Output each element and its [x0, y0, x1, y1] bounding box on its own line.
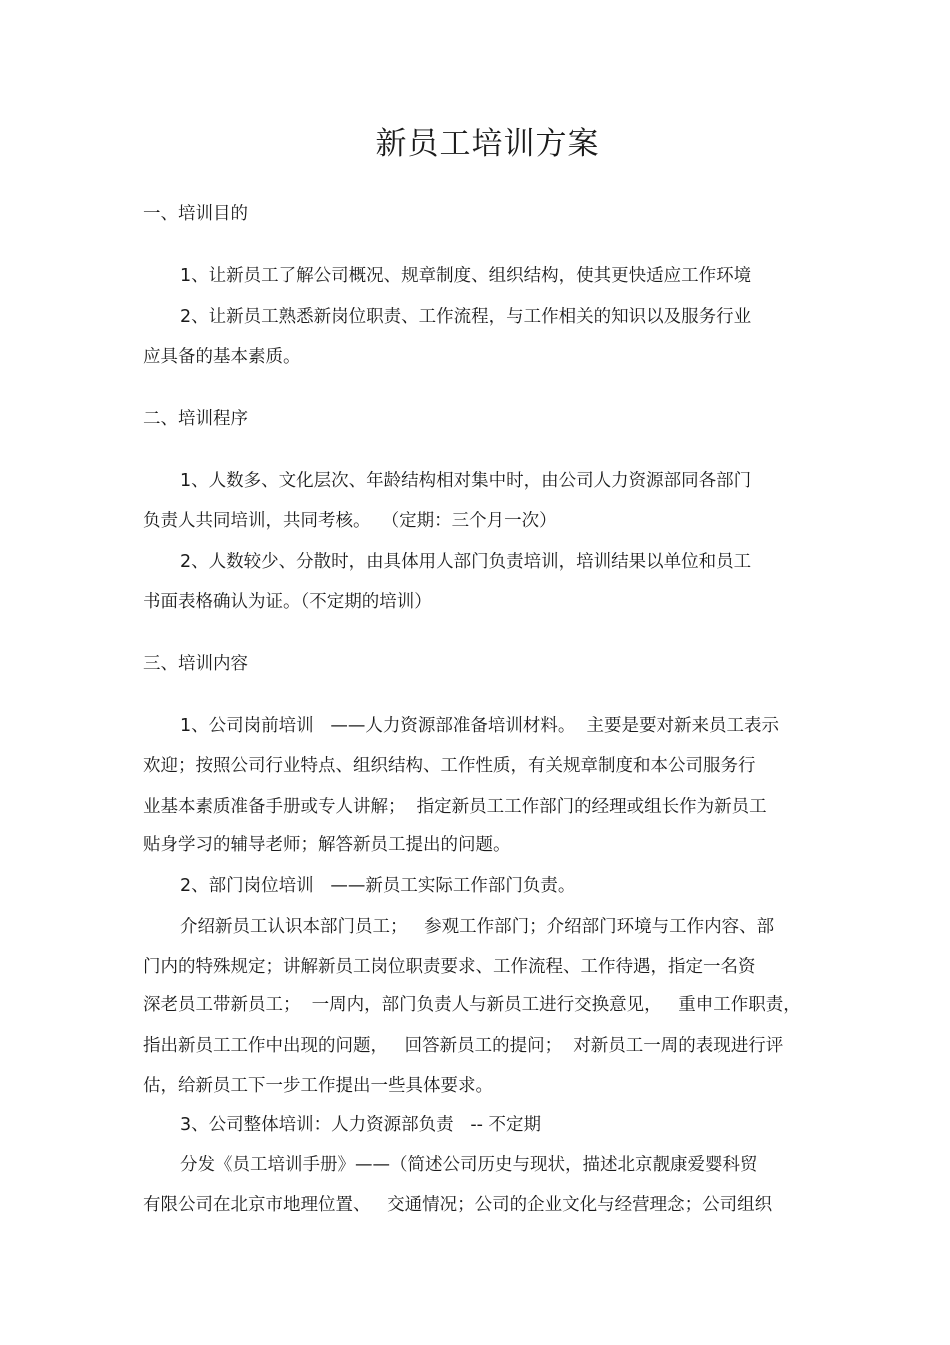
- paragraph-line: 1、让新员工了解公司概况、规章制度、组织结构，使其更快适应工作环境: [180, 266, 752, 286]
- paragraph-line: 欢迎；按照公司行业特点、组织结构、工作性质，有关规章制度和本公司服务行: [143, 756, 756, 776]
- paragraph-line: 1、公司岗前培训 ——人力资源部准备培训材料。 主要是要对新来员工表示: [180, 716, 779, 736]
- paragraph-line: 2、人数较少、分散时，由具体用人部门负责培训，培训结果以单位和员工: [180, 552, 752, 572]
- paragraph-line: 深老员工带新员工； 一周内，部门负责人与新员工进行交换意见， 重申工作职责，: [143, 995, 801, 1015]
- paragraph-line: 贴身学习的辅导老师；解答新员工提出的问题。: [143, 835, 511, 855]
- paragraph-line: 应具备的基本素质。: [143, 347, 301, 367]
- paragraph-line: 指出新员工工作中出现的问题， 回答新员工的提问； 对新员工一周的表现进行评: [143, 1036, 784, 1056]
- paragraph-line: 业基本素质准备手册或专人讲解； 指定新员工工作部门的经理或组长作为新员工: [143, 797, 767, 817]
- paragraph-line: 估，给新员工下一步工作提出一些具体要求。: [143, 1076, 493, 1096]
- document-title: 新员工培训方案: [375, 126, 600, 162]
- section-heading: 二、培训程序: [143, 409, 248, 429]
- paragraph-line: 有限公司在北京市地理位置、 交通情况；公司的企业文化与经营理念；公司组织: [143, 1195, 773, 1215]
- paragraph-line: 门内的特殊规定；讲解新员工岗位职责要求、工作流程、工作待遇，指定一名资: [143, 957, 756, 977]
- section-heading: 一、培训目的: [143, 204, 248, 224]
- paragraph-line: 3、公司整体培训：人力资源部负责 -- 不定期: [180, 1115, 542, 1135]
- paragraph-line: 书面表格确认为证。（不定期的培训）: [143, 592, 432, 612]
- section-heading: 三、培训内容: [143, 654, 248, 674]
- paragraph-line: 负责人共同培训，共同考核。 （定期：三个月一次）: [143, 511, 557, 531]
- paragraph-line: 介绍新员工认识本部门员工； 参观工作部门；介绍部门环境与工作内容、部: [180, 917, 775, 937]
- paragraph-line: 2、部门岗位培训 ——新员工实际工作部门负责。: [180, 876, 576, 896]
- paragraph-line: 2、让新员工熟悉新岗位职责、工作流程，与工作相关的知识以及服务行业: [180, 307, 752, 327]
- paragraph-line: 1、人数多、文化层次、年龄结构相对集中时，由公司人力资源部同各部门: [180, 471, 752, 491]
- paragraph-line: 分发《员工培训手册》——（简述公司历史与现状，描述北京靓康爱婴科贸: [180, 1155, 758, 1175]
